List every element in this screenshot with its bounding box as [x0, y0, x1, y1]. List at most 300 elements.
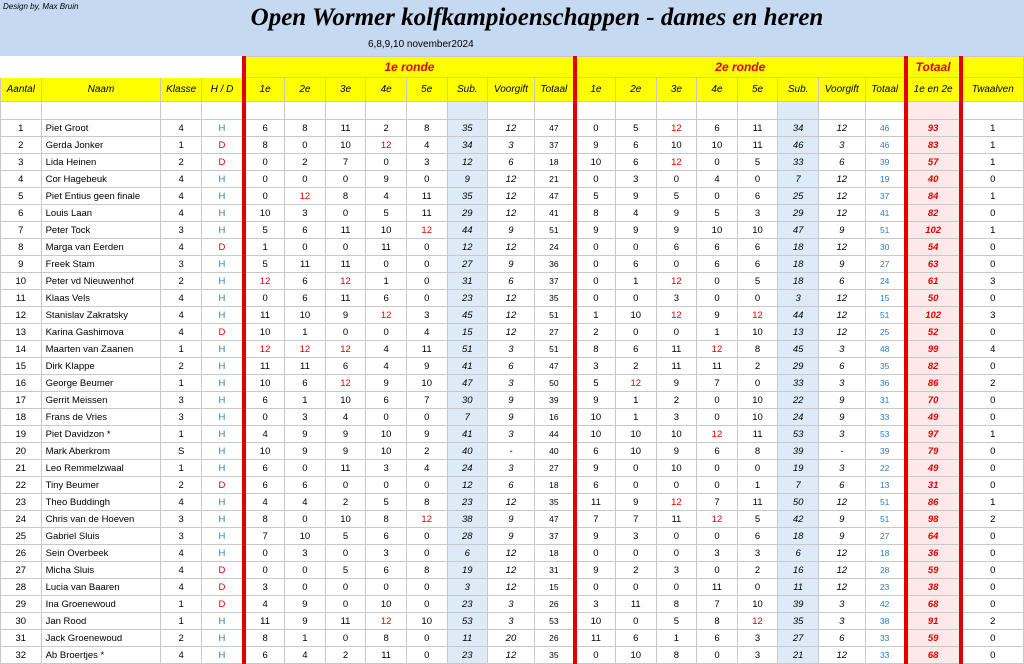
- player-class: 4: [161, 120, 202, 137]
- player-name: Micha Sluis: [41, 562, 161, 579]
- round1-shot-1: 11: [244, 613, 285, 630]
- round2-shot-5: 0: [737, 460, 778, 477]
- round2-total: 15: [865, 290, 906, 307]
- round2-total: 38: [865, 613, 906, 630]
- round2-shot-4: 0: [697, 273, 738, 290]
- round2-voorgift: 9: [818, 511, 865, 528]
- round2-sub: 50: [778, 494, 819, 511]
- grand-total: 59: [906, 630, 961, 647]
- player-gender: H: [201, 426, 244, 443]
- round2-shot-1: 10: [575, 154, 616, 171]
- player-class: 1: [161, 426, 202, 443]
- row-number: 29: [1, 596, 42, 613]
- round2-shot-3: 9: [656, 375, 697, 392]
- round1-shot-5: 4: [406, 460, 447, 477]
- round1-voorgift: 12: [488, 562, 535, 579]
- round2-shot-3: 5: [656, 188, 697, 205]
- round1-voorgift: 6: [488, 273, 535, 290]
- player-gender: H: [201, 256, 244, 273]
- grand-total: 97: [906, 426, 961, 443]
- row-number: 26: [1, 545, 42, 562]
- round1-shot-3: 5: [325, 562, 366, 579]
- player-name: Gerrit Meissen: [41, 392, 161, 409]
- round2-shot-2: 0: [615, 579, 656, 596]
- grand-total: 54: [906, 239, 961, 256]
- round2-total: 33: [865, 630, 906, 647]
- row-number: 20: [1, 443, 42, 460]
- row-number: 9: [1, 256, 42, 273]
- twaalven-count: 0: [961, 579, 1024, 596]
- twaalven-count: 1: [961, 494, 1024, 511]
- grand-total: 49: [906, 409, 961, 426]
- round1-shot-2: 6: [285, 222, 326, 239]
- twaalven-count: 1: [961, 426, 1024, 443]
- round1-shot-4: 6: [366, 290, 407, 307]
- player-row: [1, 443, 1024, 460]
- round2-shot-3: 12: [656, 273, 697, 290]
- round1-sub: 19: [447, 562, 488, 579]
- round1-shot-3: 12: [325, 375, 366, 392]
- round1-total: 35: [534, 494, 575, 511]
- round1-shot-2: 0: [285, 511, 326, 528]
- player-name: Peter Tock: [41, 222, 161, 239]
- round1-shot-4: 4: [366, 188, 407, 205]
- round2-voorgift: 12: [818, 545, 865, 562]
- round2-shot-2: 0: [615, 613, 656, 630]
- round2-total: 18: [865, 545, 906, 562]
- round2-shot-5: 6: [737, 239, 778, 256]
- round2-voorgift: 3: [818, 596, 865, 613]
- round1-shot-5: 0: [406, 171, 447, 188]
- round2-shot-4: 11: [697, 358, 738, 375]
- round2-total: 53: [865, 426, 906, 443]
- round1-voorgift: 12: [488, 239, 535, 256]
- round2-total: 39: [865, 443, 906, 460]
- round2-shot-3: 10: [656, 460, 697, 477]
- row-number: 19: [1, 426, 42, 443]
- round1-shot-2: 0: [285, 562, 326, 579]
- round1-sub: 15: [447, 324, 488, 341]
- round1-shot-1: 0: [244, 562, 285, 579]
- round1-sub: 38: [447, 511, 488, 528]
- round2-shot-3: 8: [656, 596, 697, 613]
- round1-shot-1: 10: [244, 324, 285, 341]
- player-class: 4: [161, 324, 202, 341]
- player-row: [1, 460, 1024, 477]
- round1-total: 26: [534, 630, 575, 647]
- player-row: [1, 562, 1024, 579]
- grand-total: 61: [906, 273, 961, 290]
- twaalven-count: 0: [961, 460, 1024, 477]
- round1-total: 18: [534, 477, 575, 494]
- round1-voorgift: 9: [488, 409, 535, 426]
- player-class: 4: [161, 562, 202, 579]
- player-class: 4: [161, 307, 202, 324]
- round2-sub: 18: [778, 273, 819, 290]
- round1-shot-3: 0: [325, 545, 366, 562]
- round2-sub: 29: [778, 358, 819, 375]
- round2-sub: 35: [778, 613, 819, 630]
- player-row: [1, 579, 1024, 596]
- round1-voorgift: 20: [488, 630, 535, 647]
- round2-shot-5: 5: [737, 511, 778, 528]
- round1-shot-2: 12: [285, 341, 326, 358]
- player-class: 3: [161, 528, 202, 545]
- grand-total: 52: [906, 324, 961, 341]
- player-class: 3: [161, 222, 202, 239]
- round2-shot-5: 10: [737, 392, 778, 409]
- player-name: Ab Broertjes *: [41, 647, 161, 664]
- round1-total: 26: [534, 596, 575, 613]
- round2-shot-5: 1: [737, 477, 778, 494]
- col-r2-shot4: 4e: [697, 78, 738, 102]
- player-name: Mark Aberkrom: [41, 443, 161, 460]
- round2-voorgift: 12: [818, 188, 865, 205]
- round2-sub: 11: [778, 579, 819, 596]
- round1-shot-4: 11: [366, 647, 407, 664]
- round2-shot-4: 7: [697, 375, 738, 392]
- col-r1-sub: Sub.: [447, 78, 488, 102]
- round1-shot-5: 12: [406, 222, 447, 239]
- round1-shot-3: 6: [325, 358, 366, 375]
- player-gender: H: [201, 460, 244, 477]
- player-gender: D: [201, 579, 244, 596]
- round2-shot-1: 0: [575, 120, 616, 137]
- round2-shot-3: 0: [656, 477, 697, 494]
- round1-shot-1: 5: [244, 222, 285, 239]
- round2-shot-3: 3: [656, 562, 697, 579]
- player-class: 4: [161, 494, 202, 511]
- round1-shot-5: 0: [406, 409, 447, 426]
- row-number: 6: [1, 205, 42, 222]
- round2-voorgift: 6: [818, 358, 865, 375]
- round2-shot-1: 9: [575, 222, 616, 239]
- round2-shot-5: 11: [737, 137, 778, 154]
- round2-shot-4: 9: [697, 307, 738, 324]
- col-grand-total: 1e en 2e: [906, 78, 961, 102]
- round2-shot-5: 5: [737, 154, 778, 171]
- player-name: Jan Rood: [41, 613, 161, 630]
- round2-shot-2: 3: [615, 171, 656, 188]
- round1-total: 35: [534, 290, 575, 307]
- round1-shot-3: 0: [325, 579, 366, 596]
- round2-shot-5: 11: [737, 426, 778, 443]
- player-row: [1, 239, 1024, 256]
- grand-total: 86: [906, 375, 961, 392]
- round2-shot-1: 11: [575, 630, 616, 647]
- col-naam: Naam: [41, 78, 161, 102]
- round1-shot-1: 11: [244, 358, 285, 375]
- round2-total: 33: [865, 409, 906, 426]
- player-gender: H: [201, 205, 244, 222]
- player-row: [1, 477, 1024, 494]
- col-r1-shot1: 1e: [244, 78, 285, 102]
- round2-shot-4: 7: [697, 596, 738, 613]
- round2-sub: 16: [778, 562, 819, 579]
- round1-shot-3: 10: [325, 392, 366, 409]
- round2-shot-2: 6: [615, 256, 656, 273]
- player-name: Karina Gashimova: [41, 324, 161, 341]
- row-number: 14: [1, 341, 42, 358]
- round2-voorgift: 6: [818, 630, 865, 647]
- round1-sub: 23: [447, 596, 488, 613]
- round2-shot-2: 2: [615, 562, 656, 579]
- round2-shot-1: 9: [575, 562, 616, 579]
- player-gender: D: [201, 239, 244, 256]
- round2-sub: 46: [778, 137, 819, 154]
- round1-voorgift: 12: [488, 171, 535, 188]
- round2-shot-3: 12: [656, 154, 697, 171]
- twaalven-count: 0: [961, 358, 1024, 375]
- round1-sub: 35: [447, 120, 488, 137]
- round2-shot-4: 4: [697, 171, 738, 188]
- round2-shot-3: 3: [656, 290, 697, 307]
- player-gender: D: [201, 596, 244, 613]
- player-name: Theo Buddingh: [41, 494, 161, 511]
- round1-shot-5: 12: [406, 511, 447, 528]
- round1-shot-3: 11: [325, 120, 366, 137]
- round2-shot-3: 0: [656, 579, 697, 596]
- round2-voorgift: 3: [818, 341, 865, 358]
- grand-total: 102: [906, 307, 961, 324]
- round1-shot-3: 11: [325, 290, 366, 307]
- round2-shot-5: 10: [737, 409, 778, 426]
- round1-shot-4: 10: [366, 222, 407, 239]
- design-credit: Design by, Max Bruin: [3, 2, 79, 11]
- round1-sub: 11: [447, 630, 488, 647]
- round1-sub: 45: [447, 307, 488, 324]
- round1-sub: 30: [447, 392, 488, 409]
- round1-voorgift: 12: [488, 494, 535, 511]
- header-spacer-right: [961, 57, 1024, 78]
- round1-shot-4: 8: [366, 630, 407, 647]
- player-class: 4: [161, 205, 202, 222]
- col-klasse: Klasse: [161, 78, 202, 102]
- round2-voorgift: 12: [818, 494, 865, 511]
- player-name: Gerda Jonker: [41, 137, 161, 154]
- round1-shot-4: 10: [366, 596, 407, 613]
- grand-total: 40: [906, 171, 961, 188]
- row-number: 27: [1, 562, 42, 579]
- round1-total: 37: [534, 528, 575, 545]
- round2-shot-2: 9: [615, 222, 656, 239]
- round2-shot-2: 0: [615, 324, 656, 341]
- round1-shot-4: 5: [366, 494, 407, 511]
- round1-shot-3: 11: [325, 256, 366, 273]
- round1-voorgift: 9: [488, 392, 535, 409]
- col-r2-shot1: 1e: [575, 78, 616, 102]
- results-table: [0, 56, 1024, 664]
- round2-shot-5: 11: [737, 494, 778, 511]
- round2-sub: 33: [778, 375, 819, 392]
- player-gender: D: [201, 477, 244, 494]
- round2-shot-1: 0: [575, 545, 616, 562]
- round1-shot-4: 10: [366, 443, 407, 460]
- round1-sub: 27: [447, 256, 488, 273]
- row-number: 10: [1, 273, 42, 290]
- round1-shot-2: 8: [285, 120, 326, 137]
- round2-shot-3: 0: [656, 256, 697, 273]
- round1-shot-2: 1: [285, 630, 326, 647]
- round2-shot-5: 3: [737, 647, 778, 664]
- round2-shot-5: 2: [737, 562, 778, 579]
- player-row: [1, 647, 1024, 664]
- round2-shot-5: 0: [737, 375, 778, 392]
- player-name: Stanislav Zakratsky: [41, 307, 161, 324]
- round1-sub: 3: [447, 579, 488, 596]
- player-name: Peter vd Nieuwenhof: [41, 273, 161, 290]
- round1-shot-3: 2: [325, 494, 366, 511]
- round1-shot-3: 0: [325, 171, 366, 188]
- round2-voorgift: -: [818, 443, 865, 460]
- col-r1-voorgift: Voorgift: [488, 78, 535, 102]
- round2-shot-5: 8: [737, 443, 778, 460]
- round1-shot-1: 5: [244, 256, 285, 273]
- row-number: 28: [1, 579, 42, 596]
- round1-shot-1: 8: [244, 630, 285, 647]
- col-r1-shot3: 3e: [325, 78, 366, 102]
- player-class: 1: [161, 137, 202, 154]
- round1-sub: 24: [447, 460, 488, 477]
- player-row: [1, 205, 1024, 222]
- round1-shot-2: 4: [285, 647, 326, 664]
- player-row: [1, 307, 1024, 324]
- round1-shot-5: 3: [406, 307, 447, 324]
- row-number: 2: [1, 137, 42, 154]
- round1-shot-3: 11: [325, 460, 366, 477]
- player-row: [1, 154, 1024, 171]
- grand-total: 38: [906, 579, 961, 596]
- round2-shot-1: 10: [575, 613, 616, 630]
- round1-shot-3: 10: [325, 137, 366, 154]
- round1-shot-4: 5: [366, 205, 407, 222]
- round2-total: 37: [865, 188, 906, 205]
- round2-shot-3: 6: [656, 239, 697, 256]
- round2-shot-2: 6: [615, 341, 656, 358]
- player-gender: H: [201, 375, 244, 392]
- round1-shot-4: 0: [366, 477, 407, 494]
- player-class: 2: [161, 273, 202, 290]
- round1-shot-4: 1: [366, 273, 407, 290]
- grand-total: 36: [906, 545, 961, 562]
- round1-total: 39: [534, 392, 575, 409]
- round2-total: 30: [865, 239, 906, 256]
- round2-shot-5: 0: [737, 290, 778, 307]
- round1-voorgift: 12: [488, 579, 535, 596]
- round2-shot-1: 3: [575, 596, 616, 613]
- round2-shot-5: 12: [737, 307, 778, 324]
- round1-shot-1: 6: [244, 460, 285, 477]
- round1-shot-3: 0: [325, 239, 366, 256]
- round1-shot-2: 10: [285, 528, 326, 545]
- round1-shot-2: 10: [285, 307, 326, 324]
- round1-voorgift: 12: [488, 120, 535, 137]
- round1-shot-2: 0: [285, 579, 326, 596]
- player-name: Sein Overbeek: [41, 545, 161, 562]
- row-number: 11: [1, 290, 42, 307]
- round2-shot-3: 0: [656, 545, 697, 562]
- player-name: Jack Groenewoud: [41, 630, 161, 647]
- round1-shot-3: 9: [325, 443, 366, 460]
- player-name: Frans de Vries: [41, 409, 161, 426]
- round2-shot-1: 9: [575, 392, 616, 409]
- round1-shot-1: 12: [244, 273, 285, 290]
- col-r1-shot2: 2e: [285, 78, 326, 102]
- player-row: [1, 630, 1024, 647]
- player-row: [1, 528, 1024, 545]
- round1-shot-2: 3: [285, 205, 326, 222]
- row-number: 5: [1, 188, 42, 205]
- player-class: 1: [161, 460, 202, 477]
- round1-sub: 51: [447, 341, 488, 358]
- round2-shot-5: 11: [737, 120, 778, 137]
- twaalven-count: 1: [961, 154, 1024, 171]
- twaalven-count: 0: [961, 477, 1024, 494]
- round1-voorgift: -: [488, 443, 535, 460]
- player-row: [1, 222, 1024, 239]
- round1-sub: 34: [447, 137, 488, 154]
- player-gender: H: [201, 494, 244, 511]
- round2-shot-3: 1: [656, 630, 697, 647]
- round2-shot-1: 6: [575, 443, 616, 460]
- round1-voorgift: 9: [488, 511, 535, 528]
- round2-shot-1: 11: [575, 494, 616, 511]
- round1-shot-4: 6: [366, 562, 407, 579]
- player-class: 4: [161, 290, 202, 307]
- round2-shot-4: 11: [697, 579, 738, 596]
- round2-sub: 44: [778, 307, 819, 324]
- round2-voorgift: 3: [818, 375, 865, 392]
- player-gender: H: [201, 630, 244, 647]
- round2-shot-1: 0: [575, 290, 616, 307]
- round1-shot-2: 3: [285, 545, 326, 562]
- player-row: [1, 511, 1024, 528]
- player-class: 2: [161, 477, 202, 494]
- round2-total: 48: [865, 341, 906, 358]
- round1-voorgift: 3: [488, 375, 535, 392]
- round2-shot-5: 5: [737, 273, 778, 290]
- round2-sub: 18: [778, 239, 819, 256]
- round1-shot-2: 4: [285, 494, 326, 511]
- round1-shot-1: 10: [244, 375, 285, 392]
- round2-voorgift: 9: [818, 409, 865, 426]
- player-gender: H: [201, 545, 244, 562]
- round2-voorgift: 12: [818, 579, 865, 596]
- round1-sub: 29: [447, 205, 488, 222]
- page-title: Open Wormer kolfkampioenschappen - dames en heren: [250, 4, 824, 31]
- round1-shot-2: 12: [285, 188, 326, 205]
- player-class: 2: [161, 358, 202, 375]
- player-row: [1, 494, 1024, 511]
- round1-shot-5: 9: [406, 358, 447, 375]
- round2-shot-5: 10: [737, 596, 778, 613]
- round2-shot-4: 0: [697, 460, 738, 477]
- round2-shot-2: 3: [615, 528, 656, 545]
- round2-shot-2: 1: [615, 273, 656, 290]
- round2-shot-4: 7: [697, 494, 738, 511]
- player-name: Louis Laan: [41, 205, 161, 222]
- grand-total: 68: [906, 596, 961, 613]
- twaalven-count: 0: [961, 256, 1024, 273]
- round1-total: 18: [534, 545, 575, 562]
- grand-total: 91: [906, 613, 961, 630]
- player-class: 1: [161, 375, 202, 392]
- round2-total: 27: [865, 528, 906, 545]
- player-gender: H: [201, 171, 244, 188]
- row-number: 32: [1, 647, 42, 664]
- round1-shot-5: 0: [406, 239, 447, 256]
- round2-shot-2: 10: [615, 647, 656, 664]
